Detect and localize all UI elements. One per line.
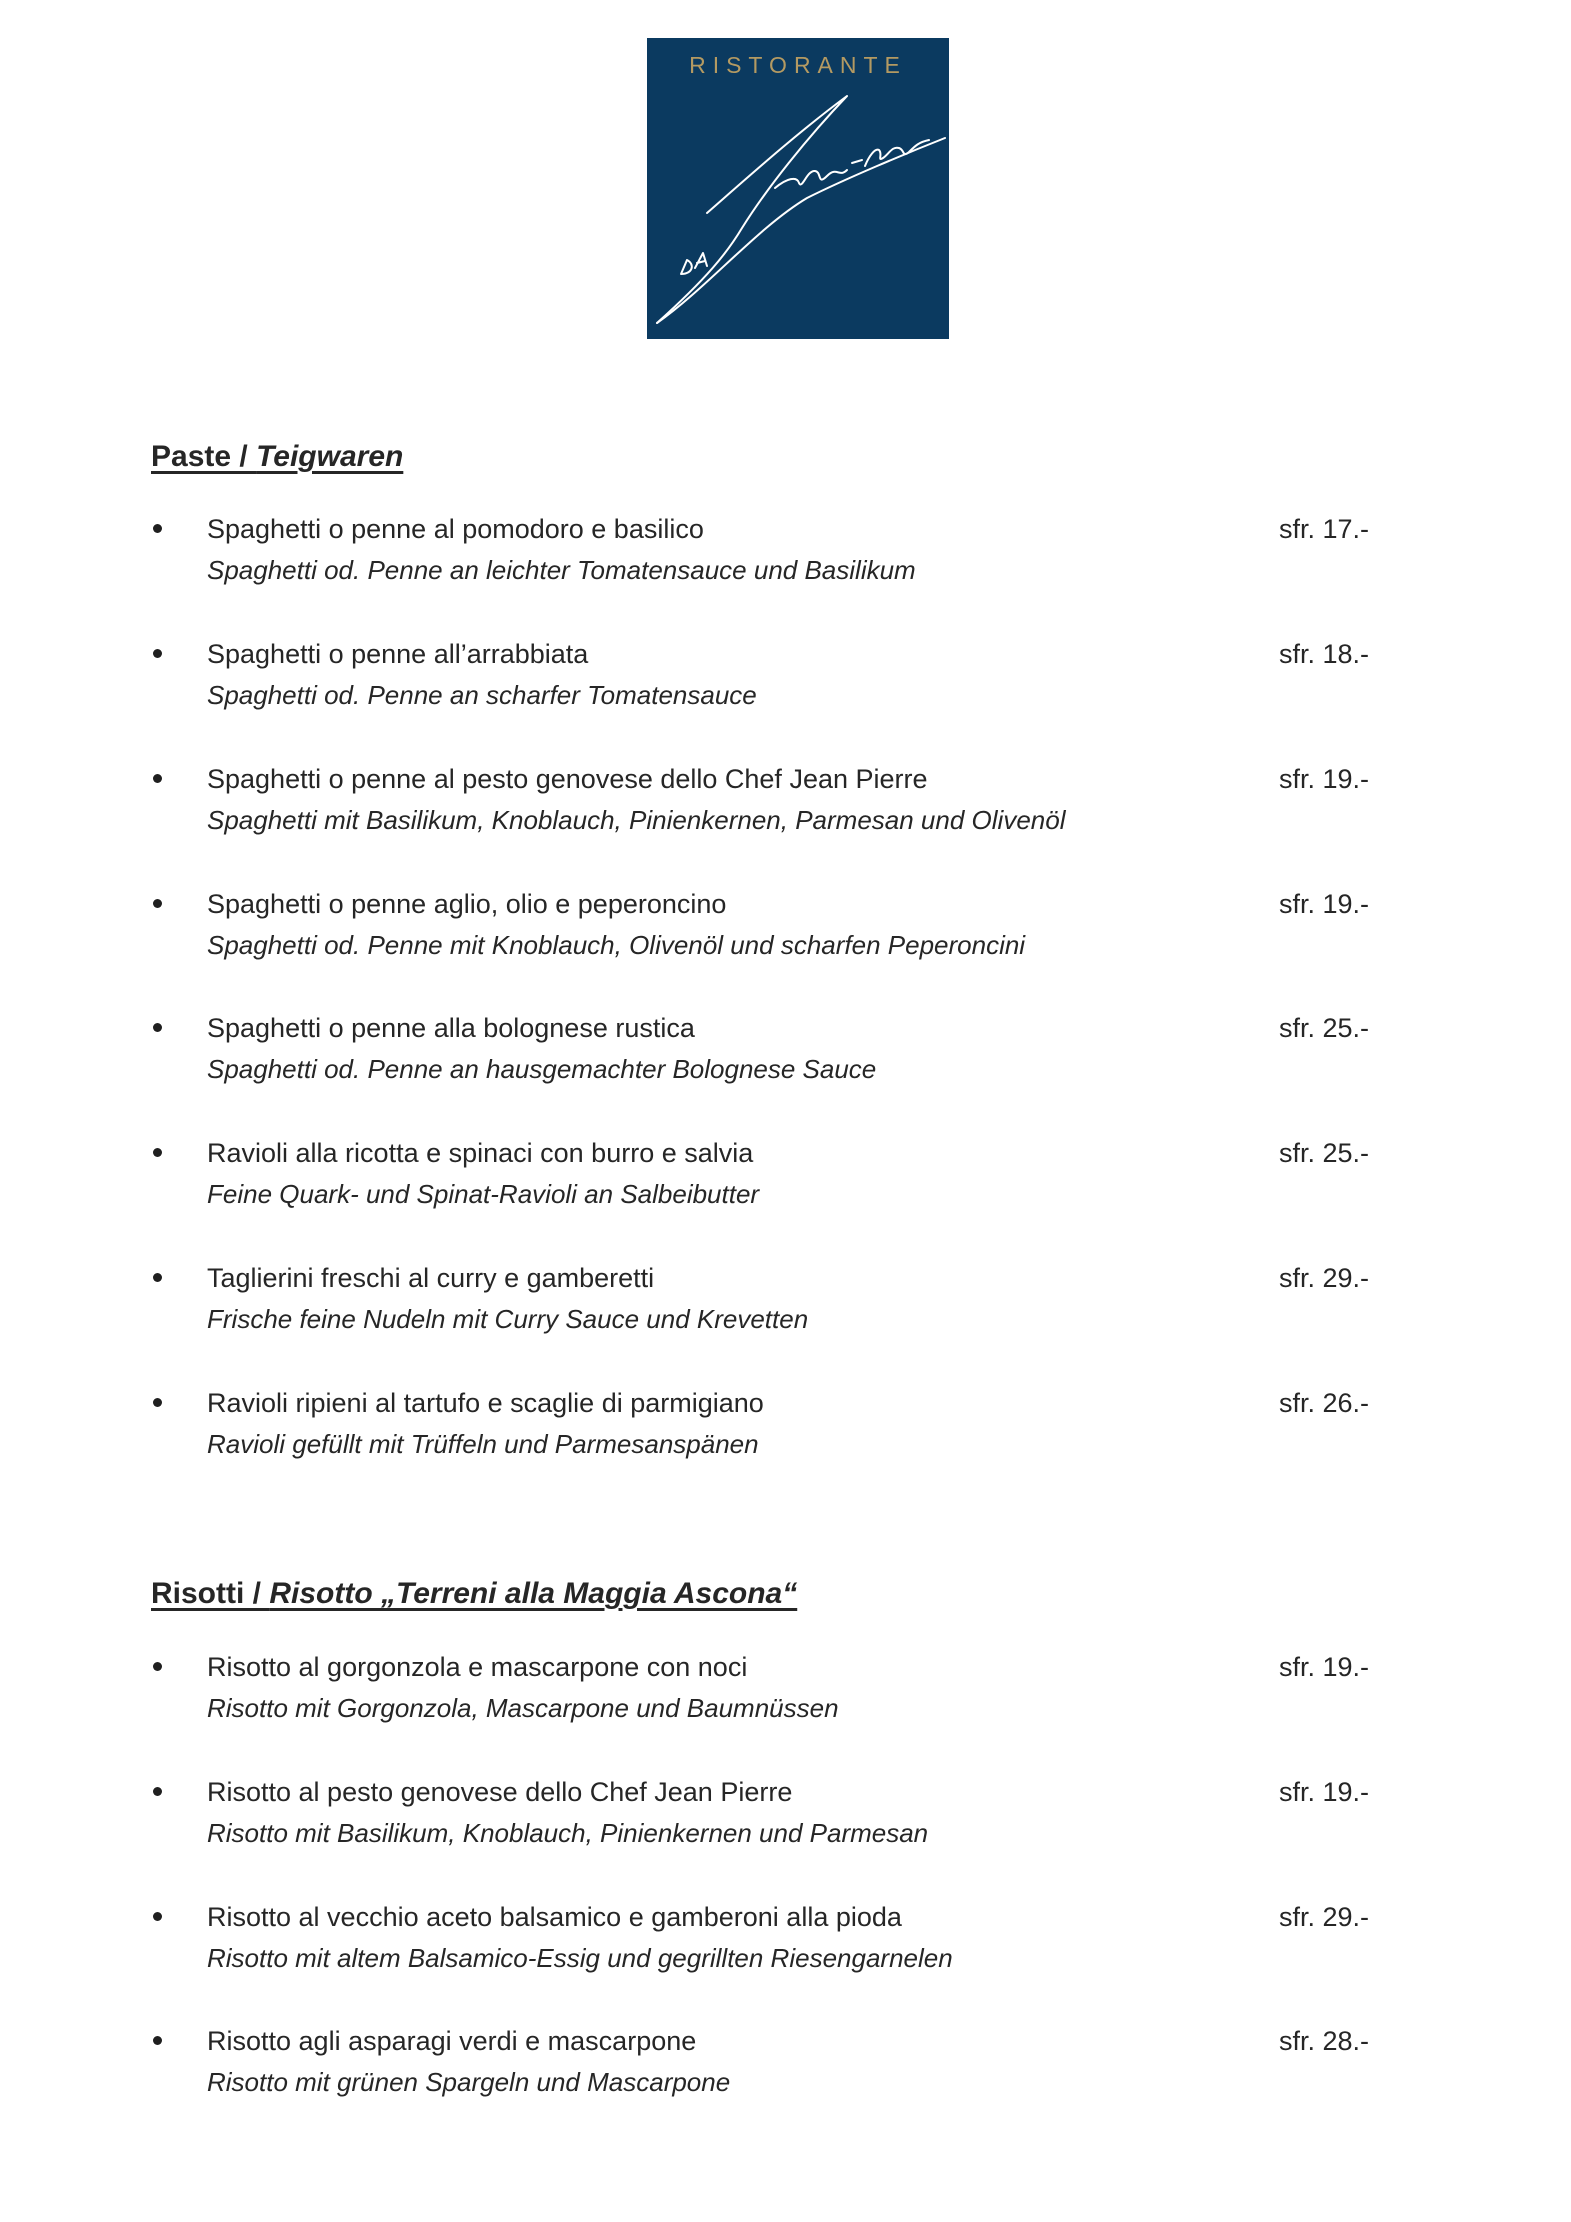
item-name: Risotto agli asparagi verdi e mascarpone <box>207 2026 697 2056</box>
item-name: Spaghetti o penne al pomodoro e basilico <box>207 514 704 544</box>
bullet-icon <box>153 1787 162 1796</box>
item-name: Ravioli ripieni al tartufo e scaglie di parmigiano <box>207 1388 764 1418</box>
item-price: sfr. 29.- <box>1279 1263 1370 1293</box>
item-description: Spaghetti od. Penne an hausgemachter Bolognese Sauce <box>207 1054 877 1084</box>
menu-item <box>151 1900 1381 1990</box>
item-price: sfr. 19.- <box>1279 1777 1370 1807</box>
menu-item <box>151 2024 1381 2114</box>
item-description: Frische feine Nudeln mit Curry Sauce und Krevetten <box>207 1304 809 1334</box>
item-price: sfr. 19.- <box>1279 764 1370 794</box>
item-description: Risotto mit grünen Spargeln und Mascarpone <box>207 2067 731 2097</box>
section-title-plain: Paste / <box>151 440 257 473</box>
item-name: Risotto al vecchio aceto balsamico e gamberoni alla pioda <box>207 1902 902 1932</box>
item-description: Feine Quark- und Spinat-Ravioli an Salbeibutter <box>207 1179 760 1209</box>
menu-item <box>151 762 1381 852</box>
item-name: Spaghetti o penne al pesto genovese dello Chef Jean Pierre <box>207 764 928 794</box>
section-title-italic: Risotto „Terreni alla Maggia Ascona“ <box>269 1577 798 1610</box>
item-price: sfr. 17.- <box>1279 514 1370 544</box>
bullet-icon <box>153 1148 162 1157</box>
section-title-risotti <box>151 1577 797 1611</box>
menu-item <box>151 512 1381 602</box>
logo-wordmark: RISTORANTE <box>689 52 907 78</box>
bullet-icon <box>153 1662 162 1671</box>
signature-icon <box>647 38 949 339</box>
item-price: sfr. 25.- <box>1279 1138 1370 1168</box>
menu-item <box>151 1011 1381 1101</box>
menu-item <box>151 1650 1381 1740</box>
bullet-icon <box>153 1398 162 1407</box>
item-description: Spaghetti od. Penne mit Knoblauch, Olivenöl und scharfen Peperoncini <box>207 930 1026 960</box>
item-description: Risotto mit altem Balsamico-Essig und gegrillten Riesengarnelen <box>207 1943 953 1973</box>
item-description: Spaghetti od. Penne an scharfer Tomatensauce <box>207 680 757 710</box>
item-description: Spaghetti od. Penne an leichter Tomatensauce und Basilikum <box>207 555 916 585</box>
item-name: Ravioli alla ricotta e spinaci con burro e salvia <box>207 1138 754 1168</box>
item-name: Spaghetti o penne alla bolognese rustica <box>207 1013 695 1043</box>
item-description: Ravioli gefüllt mit Trüffeln und Parmesanspänen <box>207 1429 759 1459</box>
menu-item <box>151 1386 1381 1476</box>
menu-item <box>151 637 1381 727</box>
bullet-icon <box>153 1273 162 1282</box>
item-price: sfr. 18.- <box>1279 639 1370 669</box>
menu-item <box>151 1136 1381 1226</box>
item-price: sfr. 19.- <box>1279 889 1370 919</box>
menu-item <box>151 1261 1381 1351</box>
item-name: Risotto al gorgonzola e mascarpone con noci <box>207 1652 748 1682</box>
bullet-icon <box>153 524 162 533</box>
bullet-icon <box>153 774 162 783</box>
section-title-paste <box>151 440 403 474</box>
item-name: Taglierini freschi al curry e gamberetti <box>207 1263 655 1293</box>
menu-item <box>151 887 1381 977</box>
bullet-icon <box>153 649 162 658</box>
menu-item <box>151 1775 1381 1865</box>
bullet-icon <box>153 2036 162 2045</box>
section-title-italic: Teigwaren <box>256 440 404 473</box>
bullet-icon <box>153 899 162 908</box>
item-price: sfr. 28.- <box>1279 2026 1370 2056</box>
item-price: sfr. 19.- <box>1279 1652 1370 1682</box>
restaurant-logo <box>647 38 949 339</box>
item-name: Spaghetti o penne aglio, olio e peperoncino <box>207 889 727 919</box>
section-title-plain: Risotti / <box>151 1577 270 1610</box>
item-name: Risotto al pesto genovese dello Chef Jean Pierre <box>207 1777 793 1807</box>
bullet-icon <box>153 1023 162 1032</box>
item-name: Spaghetti o penne all’arrabbiata <box>207 639 589 669</box>
item-description: Risotto mit Basilikum, Knoblauch, Pinienkernen und Parmesan <box>207 1818 929 1848</box>
item-price: sfr. 25.- <box>1279 1013 1370 1043</box>
item-description: Risotto mit Gorgonzola, Mascarpone und Baumnüssen <box>207 1693 839 1723</box>
item-description: Spaghetti mit Basilikum, Knoblauch, Pinienkernen, Parmesan und Olivenöl <box>207 805 1066 835</box>
item-price: sfr. 29.- <box>1279 1902 1370 1932</box>
item-price: sfr. 26.- <box>1279 1388 1370 1418</box>
bullet-icon <box>153 1912 162 1921</box>
